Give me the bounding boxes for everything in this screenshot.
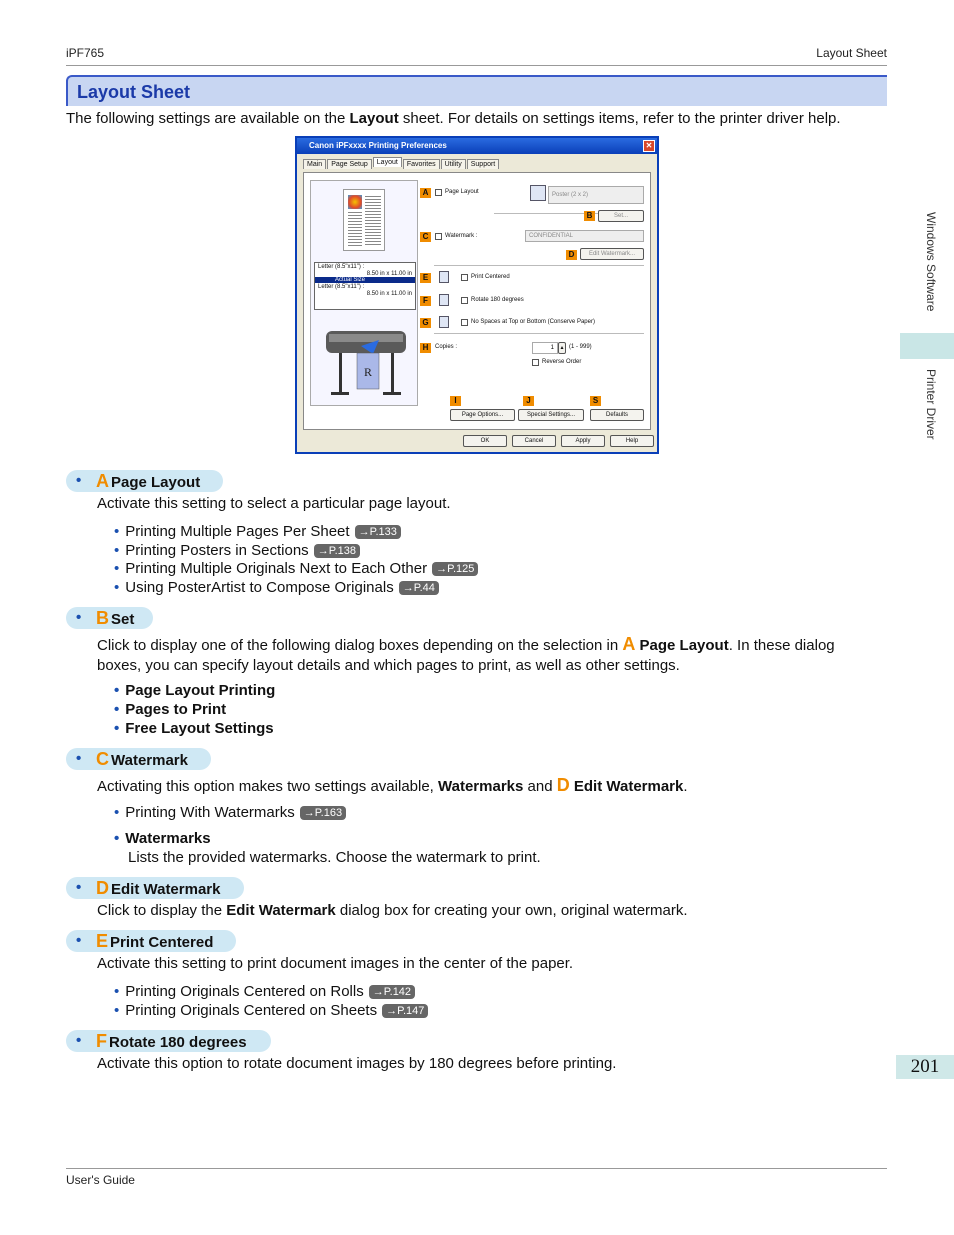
tab-support[interactable]: Support	[467, 159, 500, 169]
poster-icon	[530, 185, 546, 201]
list-item[interactable]: • Printing Multiple Pages Per Sheet →P.133	[114, 523, 401, 540]
mark-d: D	[566, 250, 577, 260]
copies-label: Copies :	[435, 344, 458, 350]
mark-s: S	[590, 396, 601, 406]
page-ref-link[interactable]: →P.133	[355, 525, 401, 539]
list-item[interactable]: • Printing Multiple Originals Next to Each Other →P.125	[114, 560, 478, 577]
tab-layout[interactable]: Layout	[373, 157, 402, 167]
svg-text:R: R	[364, 365, 373, 379]
section-e-body: Activate this setting to print document images in the center of the paper.	[97, 955, 574, 972]
copies-input[interactable]: 1	[532, 342, 558, 354]
section-d-heading: • D Edit Watermark	[66, 877, 244, 899]
list-item[interactable]: • Printing With Watermarks →P.163	[114, 804, 346, 821]
section-c-body: Activating this option makes two settings available, Watermarks and D Edit Watermark.	[97, 775, 688, 795]
set-button[interactable]: Set...	[598, 210, 644, 222]
rotate-checkbox[interactable]	[461, 297, 468, 304]
list-item[interactable]: • Printing Originals Centered on Sheets →P.147	[114, 1002, 428, 1019]
header-right: Layout Sheet	[816, 46, 887, 60]
list-item[interactable]: • Printing Posters in Sections →P.138	[114, 542, 360, 559]
print-centered-icon	[439, 271, 449, 283]
divider	[434, 265, 644, 266]
section-d-body: Click to display the Edit Watermark dialog box for creating your own, original watermark.	[97, 902, 688, 919]
page-number: 201	[896, 1055, 954, 1079]
reverse-order-checkbox[interactable]	[532, 359, 539, 366]
page-ref-link[interactable]: →P.125	[432, 562, 478, 576]
page-thumbnail-icon	[343, 189, 385, 251]
dialog-title-bar	[297, 138, 657, 154]
page-ref-link[interactable]: →P.163	[300, 806, 346, 820]
no-spaces-label: No Spaces at Top or Bottom (Conserve Paper)	[471, 319, 595, 325]
copies-range: (1 - 999)	[569, 344, 592, 350]
paper-line-5: 8.50 in x 11.00 in	[366, 291, 412, 297]
no-spaces-checkbox[interactable]	[461, 319, 468, 326]
mark-j: J	[523, 396, 534, 406]
print-centered-label: Print Centered	[471, 274, 510, 280]
tab-page-setup[interactable]: Page Setup	[327, 159, 372, 169]
list-item: • Page Layout Printing	[114, 682, 276, 699]
copies-stepper[interactable]: ▴	[558, 342, 566, 354]
tab-favorites[interactable]: Favorites	[403, 159, 440, 169]
mark-h: H	[420, 343, 431, 353]
watermark-select[interactable]: CONFIDENTIAL	[525, 230, 644, 242]
list-item[interactable]: • Printing Originals Centered on Rolls →P.142	[114, 983, 415, 1000]
paper-line-4: Letter (8.5"x11") :	[318, 284, 365, 290]
layout-panel	[303, 172, 651, 430]
page-layout-label: Page Layout	[445, 189, 479, 195]
defaults-button[interactable]: Defaults	[590, 409, 644, 421]
paper-line-2: 8.50 in x 11.00 in	[366, 271, 412, 277]
page-layout-select[interactable]: Poster (2 x 2)	[548, 186, 644, 204]
printing-preferences-dialog	[295, 136, 659, 454]
apply-button[interactable]: Apply	[561, 435, 605, 447]
close-icon[interactable]: ✕	[643, 140, 655, 152]
layout-preview	[310, 180, 418, 406]
divider	[434, 333, 644, 334]
footer-divider	[66, 1168, 887, 1169]
watermark-checkbox[interactable]	[435, 233, 442, 240]
footer-text: User's Guide	[66, 1173, 135, 1187]
list-item[interactable]: • Using PosterArtist to Compose Originals →P.44	[114, 579, 439, 596]
intro-text: The following settings are available on the Layout sheet. For details on settings items, refer to the printer driver help.	[66, 110, 841, 127]
section-a-heading: • A Page Layout	[66, 470, 223, 492]
printer-illustration-icon	[321, 316, 411, 401]
page-title-bar	[66, 75, 887, 106]
print-centered-checkbox[interactable]	[461, 274, 468, 281]
section-f-heading: • F Rotate 180 degrees	[66, 1030, 271, 1052]
mark-b: B	[584, 211, 595, 221]
page-ref-link[interactable]: →P.142	[369, 985, 415, 999]
reverse-order-label: Reverse Order	[542, 359, 582, 365]
page-layout-checkbox[interactable]	[435, 189, 442, 196]
page-ref-link[interactable]: →P.44	[399, 581, 439, 595]
page-title: Layout Sheet	[77, 82, 191, 102]
page-ref-link[interactable]: →P.147	[382, 1004, 428, 1018]
section-f-body: Activate this option to rotate document images by 180 degrees before printing.	[97, 1055, 617, 1072]
paper-line-1: Letter (8.5"x11") :	[318, 264, 365, 270]
side-tab-highlight	[900, 333, 954, 359]
help-button[interactable]: Help	[610, 435, 654, 447]
tab-main[interactable]: Main	[303, 159, 326, 169]
list-item: • Pages to Print	[114, 701, 227, 718]
mark-f: F	[420, 296, 431, 306]
paper-line-3: Actual Size	[315, 277, 415, 283]
cancel-button[interactable]: Cancel	[512, 435, 556, 447]
mark-e: E	[420, 273, 431, 283]
header-divider	[66, 65, 887, 66]
page-ref-link[interactable]: →P.138	[314, 544, 360, 558]
watermark-label: Watermark :	[445, 233, 478, 239]
no-spaces-icon	[439, 316, 449, 328]
mark-a: A	[420, 188, 431, 198]
watermarks-description: Lists the provided watermarks. Choose the watermark to print.	[128, 849, 541, 866]
dialog-title: Canon iPFxxxx Printing Preferences	[309, 141, 447, 150]
mark-g: G	[420, 318, 431, 328]
rotate-icon	[439, 294, 449, 306]
header-left: iPF765	[66, 46, 105, 60]
ok-button[interactable]: OK	[463, 435, 507, 447]
side-tab-printer-driver[interactable]: Printer Driver	[924, 369, 938, 440]
edit-watermark-button[interactable]: Edit Watermark...	[580, 248, 644, 260]
tab-utility[interactable]: Utility	[441, 159, 466, 169]
list-item: • Free Layout Settings	[114, 720, 274, 737]
side-tab-windows-software[interactable]: Windows Software	[924, 212, 938, 312]
list-item: • Watermarks	[114, 830, 211, 847]
section-c-heading: • C Watermark	[66, 748, 211, 770]
dialog-tabs	[303, 159, 500, 169]
rotate-label: Rotate 180 degrees	[471, 297, 524, 303]
mark-i: I	[450, 396, 461, 406]
section-e-heading: • E Print Centered	[66, 930, 236, 952]
section-b-heading: • B Set	[66, 607, 153, 629]
section-a-body: Activate this setting to select a particular page layout.	[97, 495, 451, 512]
special-settings-button[interactable]: Special Settings...	[518, 409, 584, 421]
paper-size-info	[314, 262, 416, 310]
section-b-body: Click to display one of the following dialog boxes depending on the selection in A Page Layout. In these dialog boxes, you can specify layout details and which pages to print, as well as other settings.	[97, 634, 835, 674]
mark-c: C	[420, 232, 431, 242]
page-options-button[interactable]: Page Options...	[450, 409, 515, 421]
